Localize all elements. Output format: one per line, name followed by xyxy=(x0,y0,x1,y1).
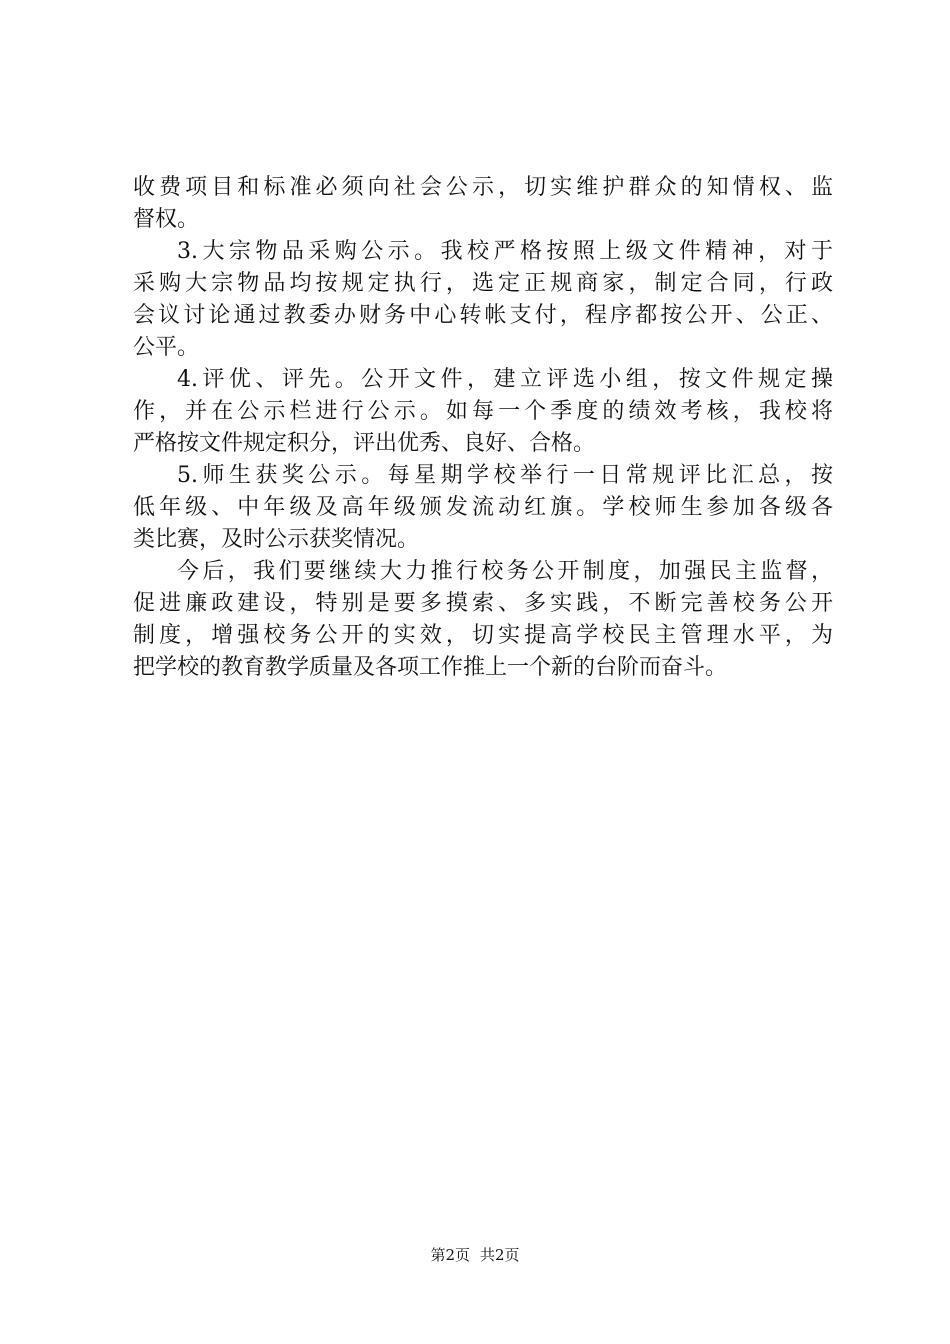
paragraph-5-start: 5.师生获奖公示。每星期学校举行一日常规评比汇总，按 xyxy=(177,463,833,488)
text-line: 低年级、中年级及高年级颁发流动红旗。学校师生参加各级各 xyxy=(133,495,833,520)
text-line: 作，并在公示栏进行公示。如每一个季度的绩效考核，我校将 xyxy=(133,399,833,424)
text-line: 收费项目和标准必须向社会公示，切实维护群众的知情权、监 xyxy=(133,175,833,200)
text-line: 督权。 xyxy=(133,207,200,232)
page-footer xyxy=(0,1244,950,1266)
paragraph-4-start: 4.评优、评先。公开文件，建立评选小组，按文件规定操 xyxy=(177,367,833,392)
text-line: 会议讨论通过教委办财务中心转帐支付，程序都按公开、公正、 xyxy=(133,303,833,328)
text-line: 严格按文件规定积分，评出优秀、良好、合格。 xyxy=(133,431,596,456)
document-body xyxy=(133,172,833,684)
page-number-total: 共2页 xyxy=(480,1246,520,1264)
paragraph-3-start: 3.大宗物品采购公示。我校严格按照上级文件精神，对于 xyxy=(177,239,833,264)
text-line: 公平。 xyxy=(133,335,200,360)
text-line: 促进廉政建设，特别是要多摸索、多实践，不断完善校务公开 xyxy=(133,591,833,616)
text-line: 把学校的教育教学质量及各项工作推上一个新的台阶而奋斗。 xyxy=(133,655,728,680)
text-line: 类比赛，及时公示获奖情况。 xyxy=(133,527,420,552)
text-line: 采购大宗物品均按规定执行，选定正规商家，制定合同，行政 xyxy=(133,271,833,296)
conclusion-paragraph-start: 今后，我们要继续大力推行校务公开制度，加强民主监督， xyxy=(177,559,833,584)
text-line: 制度，增强校务公开的实效，切实提高学校民主管理水平，为 xyxy=(133,623,833,648)
page-number-current: 第2页 xyxy=(430,1246,470,1264)
